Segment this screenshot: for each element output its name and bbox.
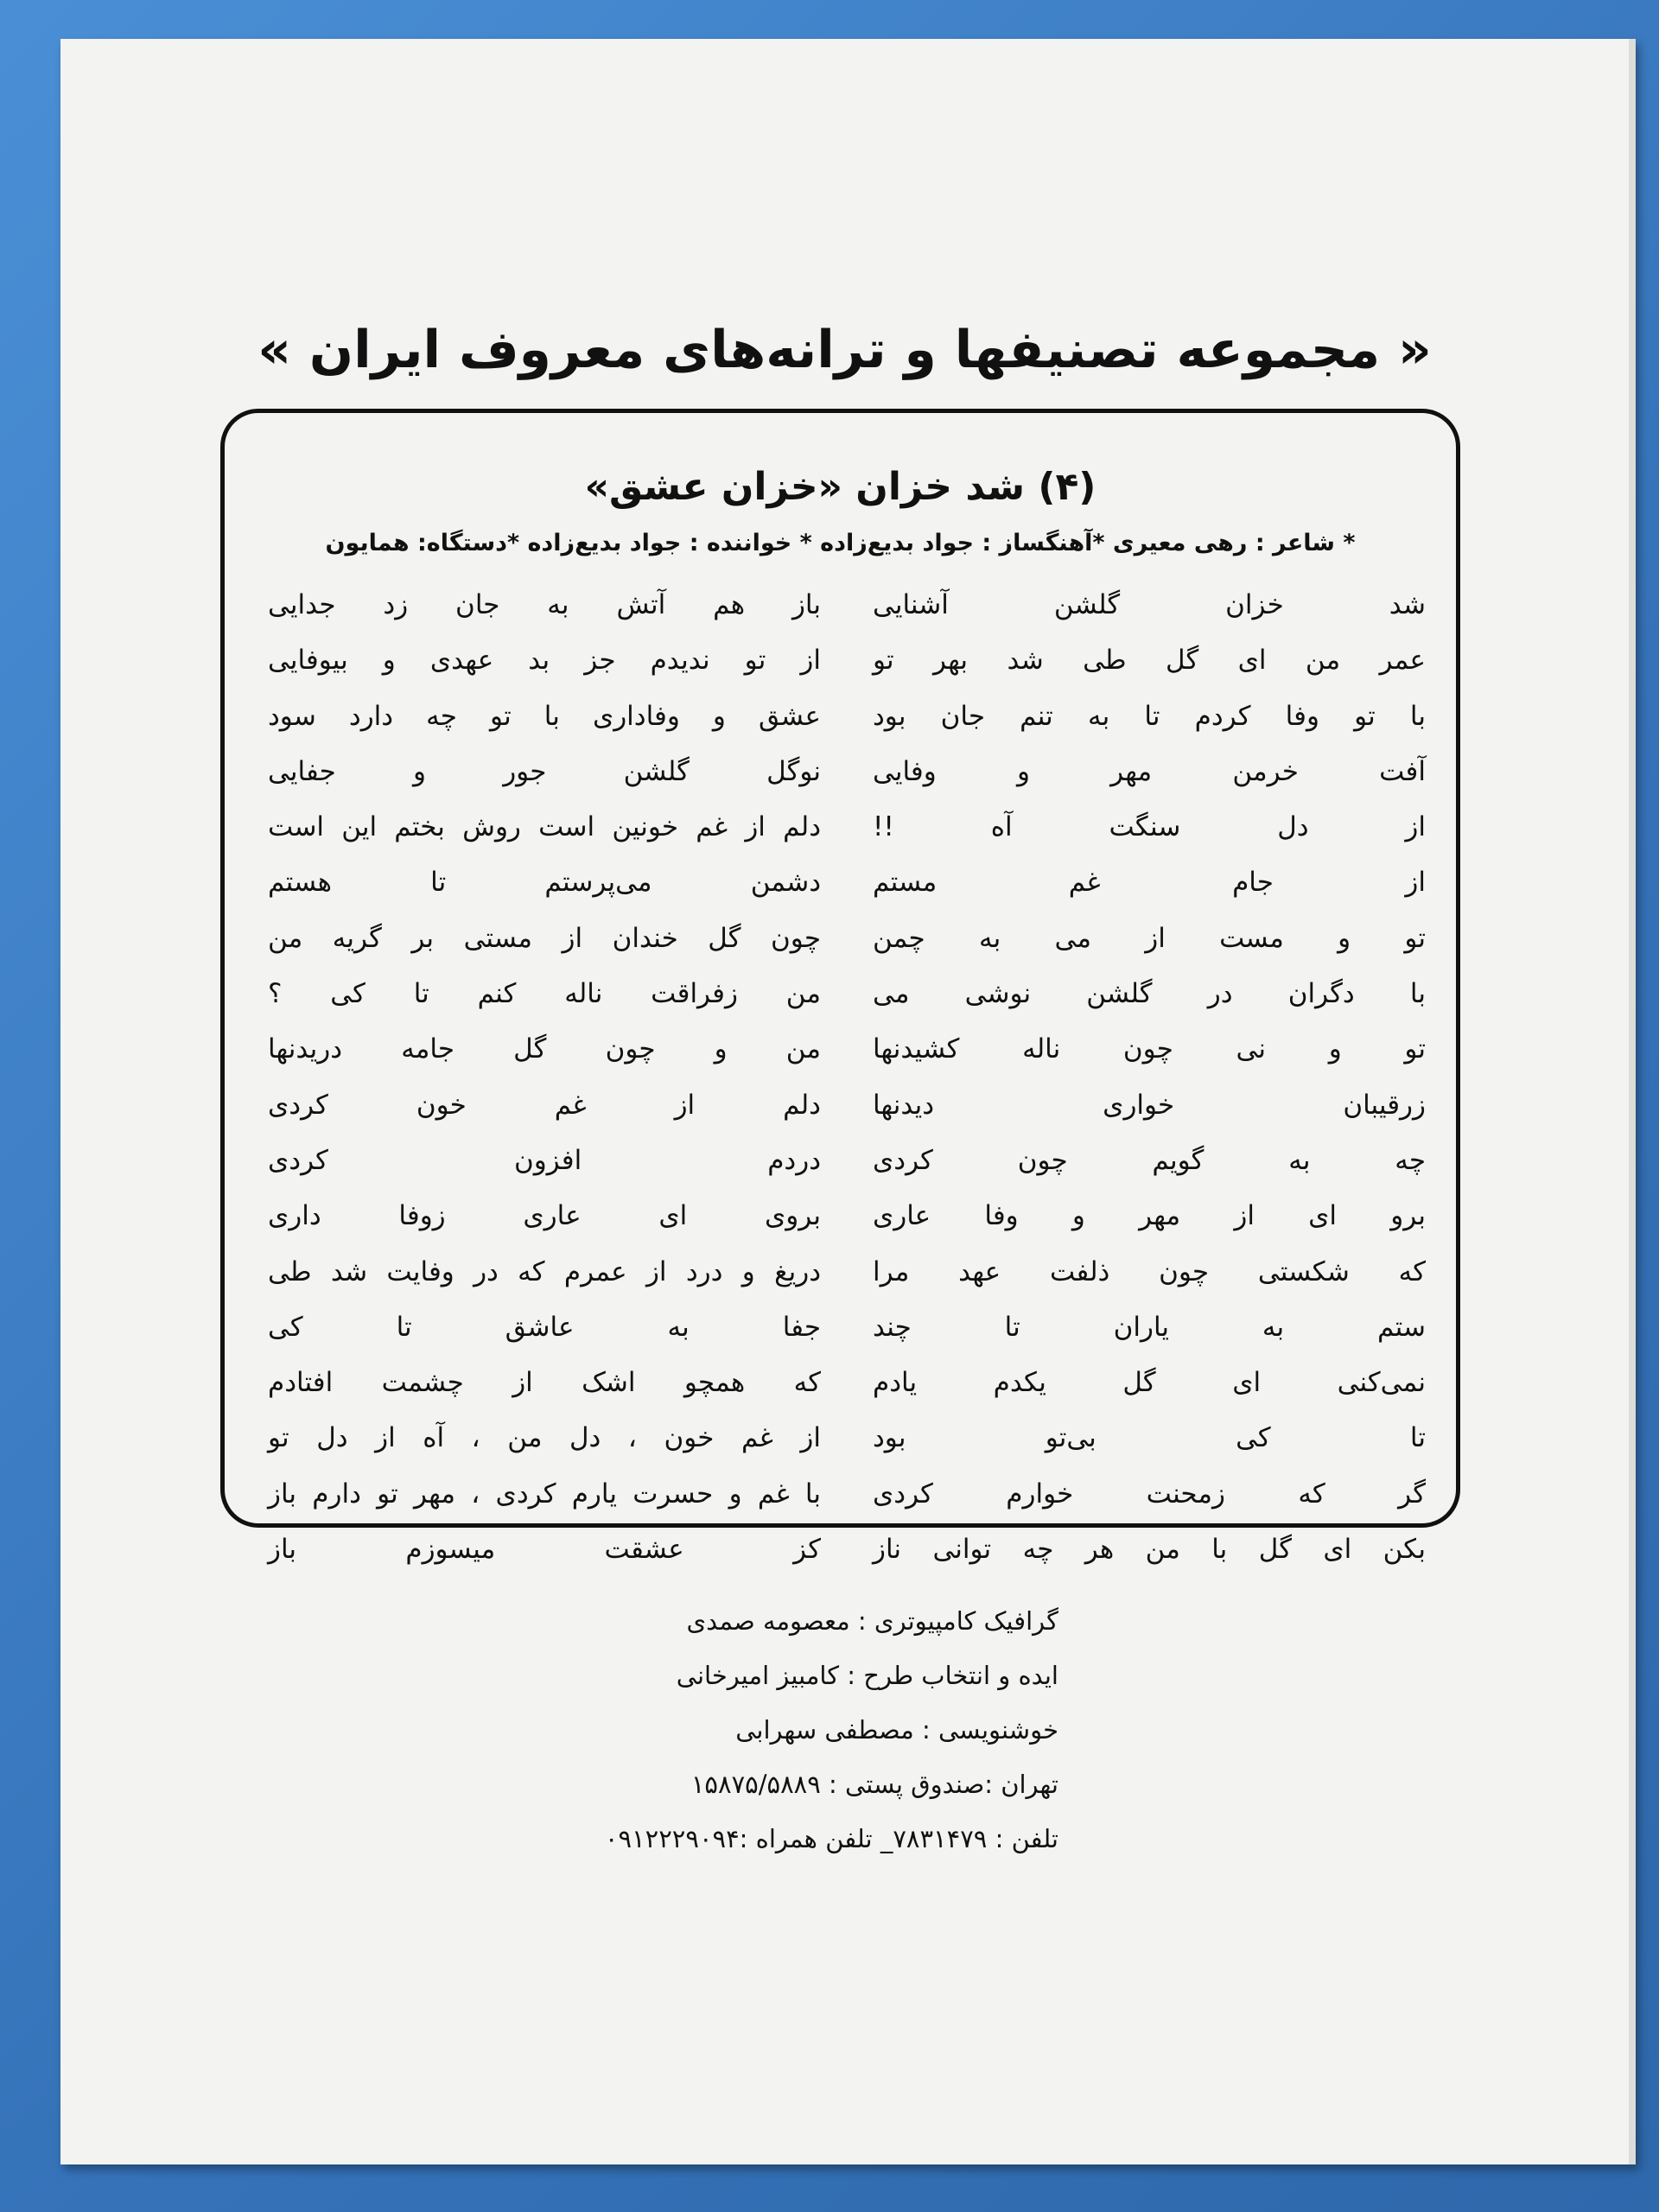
lyrics-box [220, 409, 1460, 1566]
lyric-line: با دگران در گلشن نوشی می [873, 978, 1426, 1010]
lyric-line: عمر من ای گل طی شد بهر تو [873, 645, 1426, 677]
lyric-line: تو و مست از می به چمن [873, 922, 1426, 954]
lyric-line: من و چون گل جامه دریدنها [268, 1033, 821, 1065]
idea-credit: ایده و انتخاب طرح : کامبیز امیرخانی [676, 1661, 1058, 1690]
lyric-line: که شکستی چون ذلفت عهد مرا [873, 1255, 1426, 1287]
lyric-line: نوگل گلشن جور و جفایی [268, 755, 821, 787]
collection-title: « مجموعه تصنیفها و ترانه‌های معروف ایران » [257, 320, 1432, 380]
lyric-line: با غم و حسرت یارم کردی ، مهر تو دارم باز [268, 1478, 821, 1510]
lyric-line: گر که زمحنت خوارم کردی [873, 1478, 1426, 1510]
lyric-line: دلم از غم خونین است روش بختم این است [268, 811, 821, 843]
lyric-line: از غم خون ، دل من ، آه از دل تو [268, 1422, 821, 1454]
lyric-line: بروی ای عاری زوفا داری [268, 1200, 821, 1232]
lyric-line: چه به گویم چون کردی [873, 1144, 1426, 1176]
lyric-line: زرقیبان خواری دیدنها [873, 1089, 1426, 1121]
lyric-line: دریغ و درد از عمرم که در وفایت شد طی [268, 1255, 821, 1287]
lyric-line: بکن ای گل با من هر چه توانی ناز [873, 1534, 1426, 1566]
lyric-line: کز عشقت میسوزم باز [268, 1534, 821, 1566]
lyric-line: دشمن می‌پرستم تا هستم [268, 867, 821, 899]
phone-numbers: تلفن : ۷۸۳۱۴۷۹_ تلفن همراه :۰۹۱۲۲۲۹۰۹۴ [604, 1824, 1058, 1853]
lyric-line: تو و نی چون ناله کشیدنها [873, 1033, 1426, 1065]
graphics-credit: گرافیک کامپیوتری : معصومه صمدی [686, 1606, 1058, 1636]
lyric-line: با تو وفا کردم تا به تنم جان بود [873, 700, 1426, 732]
lyric-line: جفا به عاشق تا کی [268, 1311, 821, 1343]
booklet-back-cover [60, 39, 1636, 2164]
lyric-line: عشق و وفاداری با تو چه دارد سود [268, 700, 821, 732]
lyrics-column-left [268, 577, 821, 1577]
song-title: (۴) شد خزان «خزان عشق» [584, 465, 1096, 509]
lyric-line: دلم از غم خون کردی [268, 1089, 821, 1121]
lyric-line: چون گل خندان از مستی بر گریه من [268, 922, 821, 954]
lyric-line: تا کی بی‌تو بود [873, 1422, 1426, 1454]
lyric-line: از تو ندیدم جز بد عهدی و بیوفایی [268, 645, 821, 677]
lyric-line: از دل سنگت آه !! [873, 811, 1426, 843]
publisher-info [540, 1594, 1058, 1866]
lyric-line: ستم به یاران تا چند [873, 1311, 1426, 1343]
calligraphy-credit: خوشنویسی : مصطفی سهرابی [735, 1715, 1058, 1745]
lyric-line: من زفراقت ناله کنم تا کی ؟ [268, 978, 821, 1010]
lyric-line: برو ای از مهر و وفا عاری [873, 1200, 1426, 1232]
lyric-line: شد خزان گلشن آشنایی [873, 589, 1426, 620]
lyric-line: دردم افزون کردی [268, 1144, 821, 1176]
lyric-line: باز هم آتش به جان زد جدایی [268, 589, 821, 620]
song-credits: * شاعر : رهی معیری *آهنگساز : جواد بدیع‌زاده * خواننده : جواد بدیع‌زاده *دستگاه: همایون [325, 530, 1356, 556]
lyric-line: آفت خرمن مهر و وفایی [873, 755, 1426, 787]
lyric-line: که همچو اشک از چشمت افتادم [268, 1367, 821, 1399]
lyric-line: نمی‌کنی ای گل یکدم یادم [873, 1367, 1426, 1399]
postal-address: تهران :صندوق پستی : ۱۵۸۷۵/۵۸۸۹ [690, 1770, 1058, 1799]
lyrics-column-right [873, 577, 1426, 1577]
lyric-line: از جام غم مستم [873, 867, 1426, 899]
